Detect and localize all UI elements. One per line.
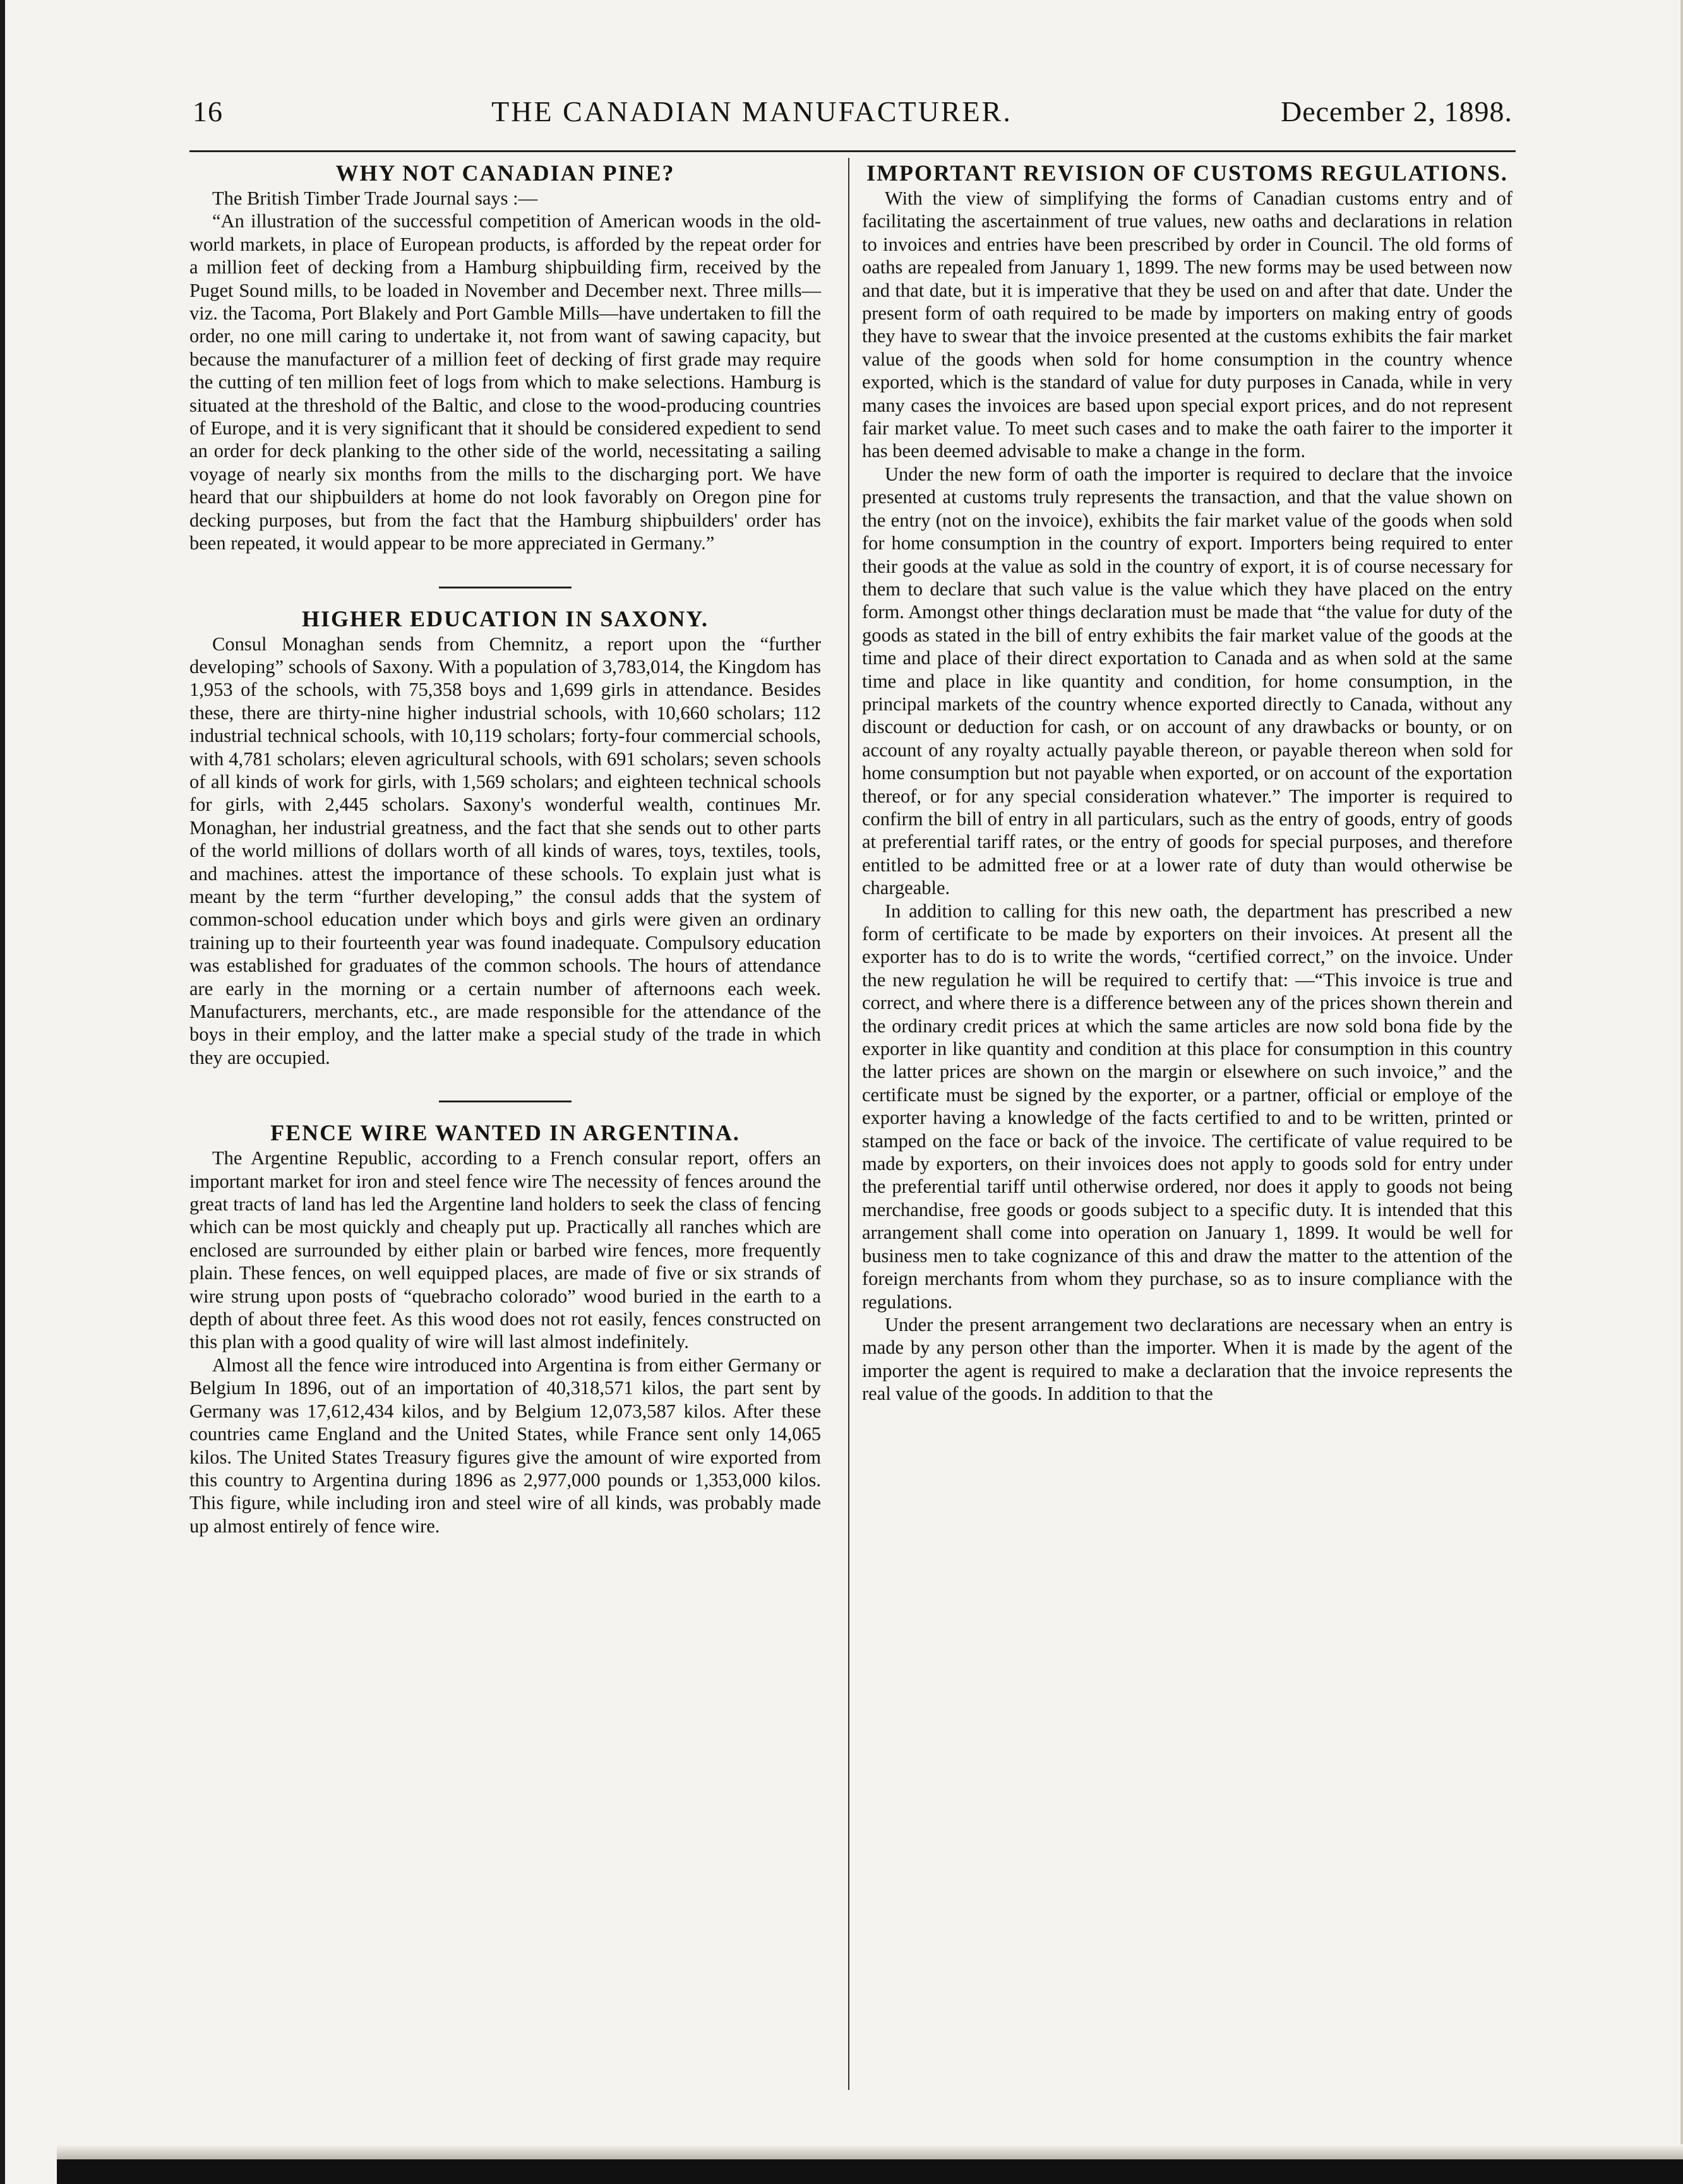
article-customs-revision <box>862 159 1512 1405</box>
article-paragraph: Almost all the fence wire introduced into Argentina is from either Germany or Belgium In 1896, out of an importation of 40,318,571 kilos, the part sent by Germany was 17,612,434 kilos, and by Belgium 12,073,587 kilos. After these countries came England and the United States, while France sent only 14,065 kilos. The United States Treasury figures give the amount of wire exported from this country to Argentina during 1896 as 2,977,000 pounds or 1,353,000 kilos. This figure, while including iron and steel wire of all kinds, was probably made up almost entirely of fence wire. <box>189 1354 821 1537</box>
left-column <box>189 159 821 1537</box>
article-why-not-canadian-pine <box>189 159 821 555</box>
article-paragraph: Consul Monaghan sends from Chemnitz, a report upon the “further developing” schools of Saxony. With a population of 3,783,014, the Kingdom has 1,953 of the schools, with 75,358 boys and 1,699 girls in attendance. Besides these, there are thirty-nine higher industrial schools, with 10,660 scholars; 112 industrial technical schools, with 10,119 scholars; forty-four commercial schools, with 4,781 scholars; eleven agricultural schools, with 691 scholars; seven schools of all kinds of work for girls, with 1,569 scholars; and eighteen technical schools for girls, with 2,445 scholars. Saxony's wonderful wealth, continues Mr. Monaghan, her industrial greatness, and the fact that she sends out to other parts of the world millions of dollars worth of all kinds of wares, toys, textiles, tools, and machines. attest the importance of these schools. To explain just what is meant by the term “further developing,” the consul adds that the system of common-school education under which boys and girls were given an ordinary training up to their fourteenth year was found inadequate. Compulsory education was established for graduates of the common schools. The hours of attendance are early in the morning or a certain number of afternoons each week. Manufacturers, merchants, etc., are made responsible for the attendance of the boys in their employ, and the latter make a special study of the trade in which they are occupied. <box>189 633 821 1068</box>
publication-title: THE CANADIAN MANUFACTURER. <box>491 95 1012 128</box>
article-heading: WHY NOT CANADIAN PINE? <box>335 160 675 186</box>
scan-right-edge <box>1680 0 1683 2184</box>
scan-bottom-shadow <box>57 2144 1683 2159</box>
article-paragraph: In addition to calling for this new oath, the department has prescribed a new form of certificate to be made by exporters on their invoices. At present all the exporter has to do is to write the words, “certified correct,” on the invoice. Under the new regulation he will be required to certify that: —“This invoice is true and correct, and where there is a difference between any of the prices shown therein and the ordinary credit prices at which the same articles are now sold bona fide by the exporter in like quantity and condition at this place for consumption in this country the latter prices are shown on the margin or elsewhere on such invoice,” and the certificate must be signed by the exporter, or a partner, official or employe of the exporter having a knowledge of the facts certified to and to be written, printed or stamped on the face or back of the invoice. The certificate of value required to be made by exporters, on their invoices does not apply to goods sold for entry under the preferential tariff until otherwise ordered, nor does it apply to goods not being merchandise, free goods or goods subject to a specific duty. It is intended that this arrangement shall come into operation on January 1, 1899. It would be well for business men to take cognizance of this and draw the matter to the attention of the foreign merchants from whom they purchase, so as to insure compliance with the regulations. <box>862 900 1512 1313</box>
article-heading: HIGHER EDUCATION IN SAXONY. <box>301 606 709 631</box>
masthead-rule <box>189 150 1516 152</box>
article-paragraph: The British Timber Trade Journal says :— <box>212 188 538 209</box>
scan-left-edge <box>0 0 5 2184</box>
article-heading: IMPORTANT REVISION OF CUSTOMS REGULATIONS. <box>866 160 1508 186</box>
article-higher-education-saxony <box>189 605 821 1070</box>
article-paragraph: “An illustration of the successful competition of American woods in the old-world markets, in place of European products, is afforded by the repeat order for a million feet of decking from a Hamburg shipbuilding firm, received by the Puget Sound mills, to be loaded in November and December next. Three mills—viz. the Tacoma, Port Blakely and Port Gamble Mills—have undertaken to fill the order, no one mill caring to undertake it, not from want of sawing capacity, but because the manufacturer of a million feet of decking of first grade may require the cutting of ten million feet of logs from which to make selections. Hamburg is situated at the threshold of the Baltic, and close to the wood-producing countries of Europe, and it is very significant that it should be considered expedient to send an order for deck planking to the other side of the world, necessitating a sailing voyage of nearly six months from the mills to the discharging port. We have heard that our shipbuilders at home do not look favorably on Oregon pine for decking purposes, but from the fact that the Hamburg shipbuilders' order has been repeated, it would appear to be more appreciated in Germany.” <box>189 210 821 554</box>
article-paragraph: With the view of simplifying the forms of Canadian customs entry and of facilitating the ascertainment of true values, new oaths and declarations in relation to invoices and entries have been prescribed by order in Council. The old forms of oaths are repealed from January 1, 1899. The new forms may be used between now and that date, but it is imperative that they be used on and after that date. Under the present form of oath required to be made by importers on making entry of goods they have to swear that the invoice presented at the customs exhibits the fair market value of the goods when sold for home consumption in the country whence exported, which is the standard of value for duty purposes in Canada, while in very many cases the invoices are based upon special export prices, and do not represent fair market value. To meet such cases and to make the oath fairer to the importer it has been deemed advisable to make a change in the form. <box>862 188 1512 462</box>
article-paragraph: Under the new form of oath the importer is required to declare that the invoice presented at customs truly represents the transaction, and that the value shown on the entry (not on the invoice), exhibits the fair market value of the goods when sold for home consumption in the country of export. Importers being required to enter their goods at the value as sold in the country of export, it is of course necessary for them to declare that such value is the value which they have placed on the entry form. Amongst other things declaration must be made that “the value for duty of the goods as stated in the bill of entry exhibits the fair market value of the goods at the time and place of their direct exportation to Canada and as when sold at the same time and place in like quantity and condition, for home consumption, in the principal markets of the country whence exported directly to Canada, without any discount or deduction for cash, or on account of any drawbacks or bounty, or on account of any royalty actually payable thereon, or payable thereon when sold for home consumption but not payable when exported, or on account of the exportation thereof, or for any special consideration whatever.” The importer is required to confirm the bill of entry in all particulars, such as the entry of goods, entry of goods at preferential tariff rates, or the entry of goods for special purposes, and therefore entitled to be admitted free or at a lower rate of duty than would otherwise be chargeable. <box>862 463 1512 899</box>
right-column <box>862 159 1512 1405</box>
issue-date: December 2, 1898. <box>1281 95 1512 128</box>
article-paragraph: The Argentine Republic, according to a French consular report, offers an important market for iron and steel fence wire The necessity of fences around the great tracts of land has led the Argentine land holders to seek the class of fencing which can be most quickly and cheaply put up. Practically all ranches which are enclosed are surrounded by either plain or barbed wire fences, more frequently plain. These fences, on well equipped places, are made of five or six strands of wire strung upon posts of “quebracho colorado” wood buried in the earth to a depth of about three feet. As this wood does not rot easily, fences constructed on this plan with a good quality of wire will last almost indefinitely. <box>189 1147 821 1353</box>
column-divider <box>848 158 849 2090</box>
masthead <box>193 95 1512 139</box>
article-fence-wire-argentina <box>189 1119 821 1537</box>
page-number: 16 <box>193 95 223 128</box>
article-heading: FENCE WIRE WANTED IN ARGENTINA. <box>270 1120 740 1146</box>
article-paragraph: Under the present arrangement two declarations are necessary when an entry is made by any person other than the importer. When it is made by the agent of the importer the agent is required to make a declaration that the invoice represents the real value of the goods. In addition to that the <box>862 1313 1512 1405</box>
scan-bottom-edge <box>57 2159 1683 2184</box>
